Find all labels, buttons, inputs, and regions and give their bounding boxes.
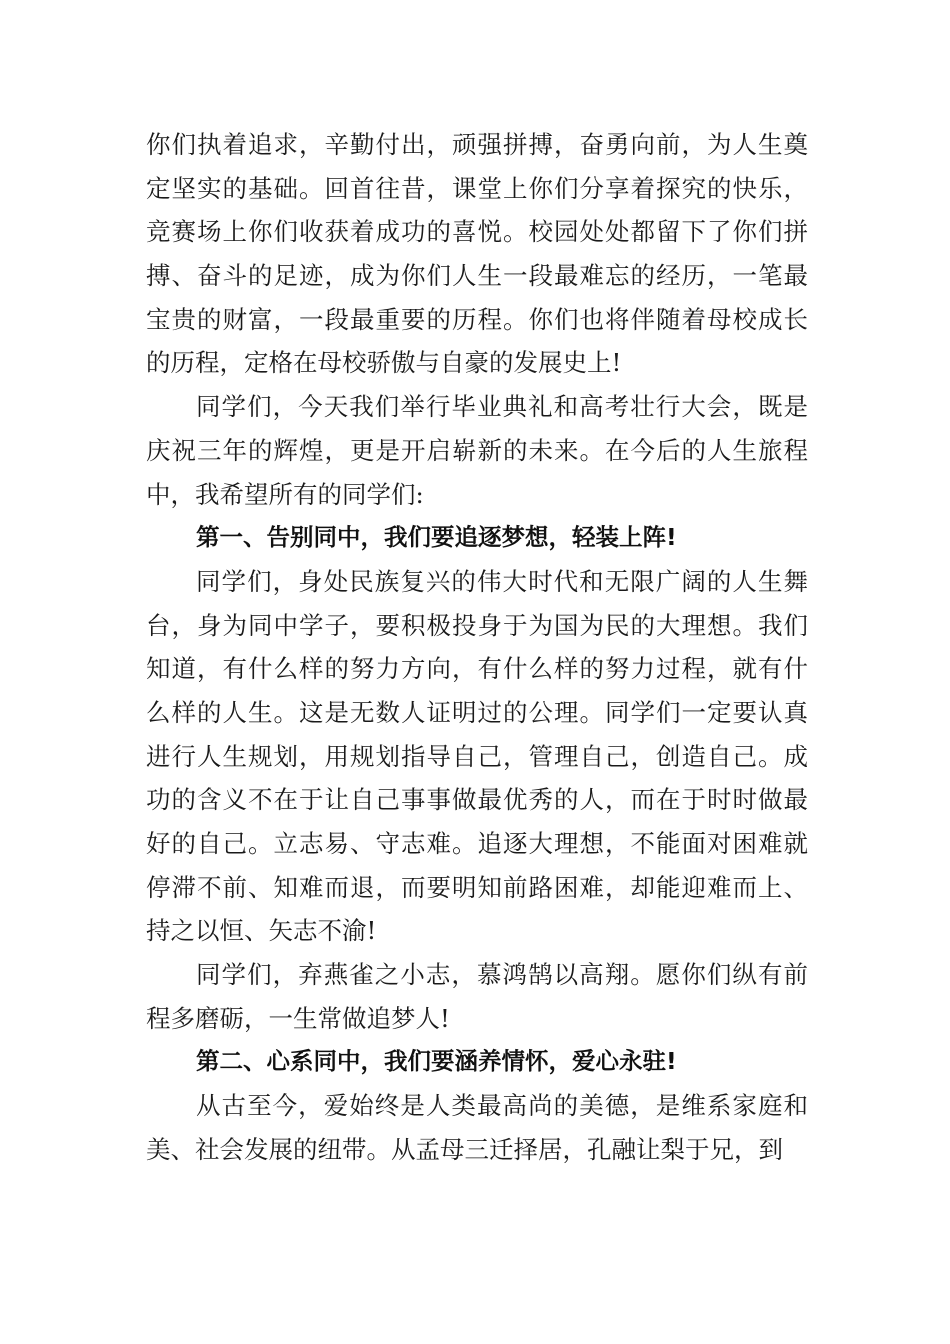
text-line: 从古至今，爱始终是人类最高尚的美德，是维系家庭和 bbox=[196, 1091, 808, 1121]
text-line: 功的含义不在于让自己事事做最优秀的人，而在于时时做最 bbox=[146, 785, 808, 815]
text-line: 定坚实的基础。回首往昔，课堂上你们分享着探究的快乐， bbox=[146, 173, 808, 203]
text-line: 同学们，弃燕雀之小志，慕鸿鹄以高翔。愿你们纵有前 bbox=[196, 960, 808, 990]
text-line: 同学们，身处民族复兴的伟大时代和无限广阔的人生舞 bbox=[196, 566, 808, 596]
text-line: 你们执着追求，辛勤付出，顽强拼搏，奋勇向前，为人生奠 bbox=[146, 130, 808, 159]
paragraph bbox=[146, 953, 808, 1040]
text-line: 美、社会发展的纽带。从孟母三迁择居，孔融让梨于兄，到 bbox=[146, 1134, 783, 1164]
paragraph bbox=[146, 123, 808, 385]
document-body bbox=[146, 123, 808, 1172]
text-line: 中，我希望所有的同学们: bbox=[146, 479, 424, 509]
text-line: 竞赛场上你们收获着成功的喜悦。校园处处都留下了你们拼 bbox=[146, 217, 808, 247]
text-line: 停滞不前、知难而退，而要明知前路困难，却能迎难而上、 bbox=[146, 872, 808, 902]
paragraph bbox=[146, 1084, 808, 1171]
section-heading bbox=[146, 1040, 808, 1084]
text-line: 台，身为同中学子，要积极投身于为国为民的大理想。我们 bbox=[146, 610, 808, 640]
heading-line: 第一、告别同中，我们要追逐梦想，轻装上阵! bbox=[196, 523, 677, 552]
text-line: 庆祝三年的辉煌，更是开启崭新的未来。在今后的人生旅程 bbox=[146, 435, 808, 465]
section-heading bbox=[146, 516, 808, 560]
text-line: 程多磨砺，一生常做追梦人! bbox=[146, 1003, 450, 1033]
text-line: 搏、奋斗的足迹，成为你们人生一段最难忘的经历，一笔最 bbox=[146, 261, 808, 291]
paragraph bbox=[146, 385, 808, 516]
text-line: 知道，有什么样的努力方向，有什么样的努力过程，就有什 bbox=[146, 654, 808, 684]
text-line: 的历程，定格在母校骄傲与自豪的发展史上! bbox=[146, 348, 622, 378]
text-line: 持之以恒、矢志不渝! bbox=[146, 916, 377, 946]
heading-line: 第二、心系同中，我们要涵养情怀，爱心永驻! bbox=[196, 1047, 677, 1076]
text-line: 宝贵的财富，一段最重要的历程。你们也将伴随着母校成长 bbox=[146, 304, 808, 334]
paragraph bbox=[146, 560, 808, 953]
text-line: 进行人生规划，用规划指导自己，管理自己，创造自己。成 bbox=[146, 741, 808, 771]
text-line: 么样的人生。这是无数人证明过的公理。同学们一定要认真 bbox=[146, 697, 808, 727]
text-line: 好的自己。立志易、守志难。追逐大理想，不能面对困难就 bbox=[146, 829, 808, 858]
text-line: 同学们，今天我们举行毕业典礼和高考壮行大会，既是 bbox=[196, 392, 808, 422]
